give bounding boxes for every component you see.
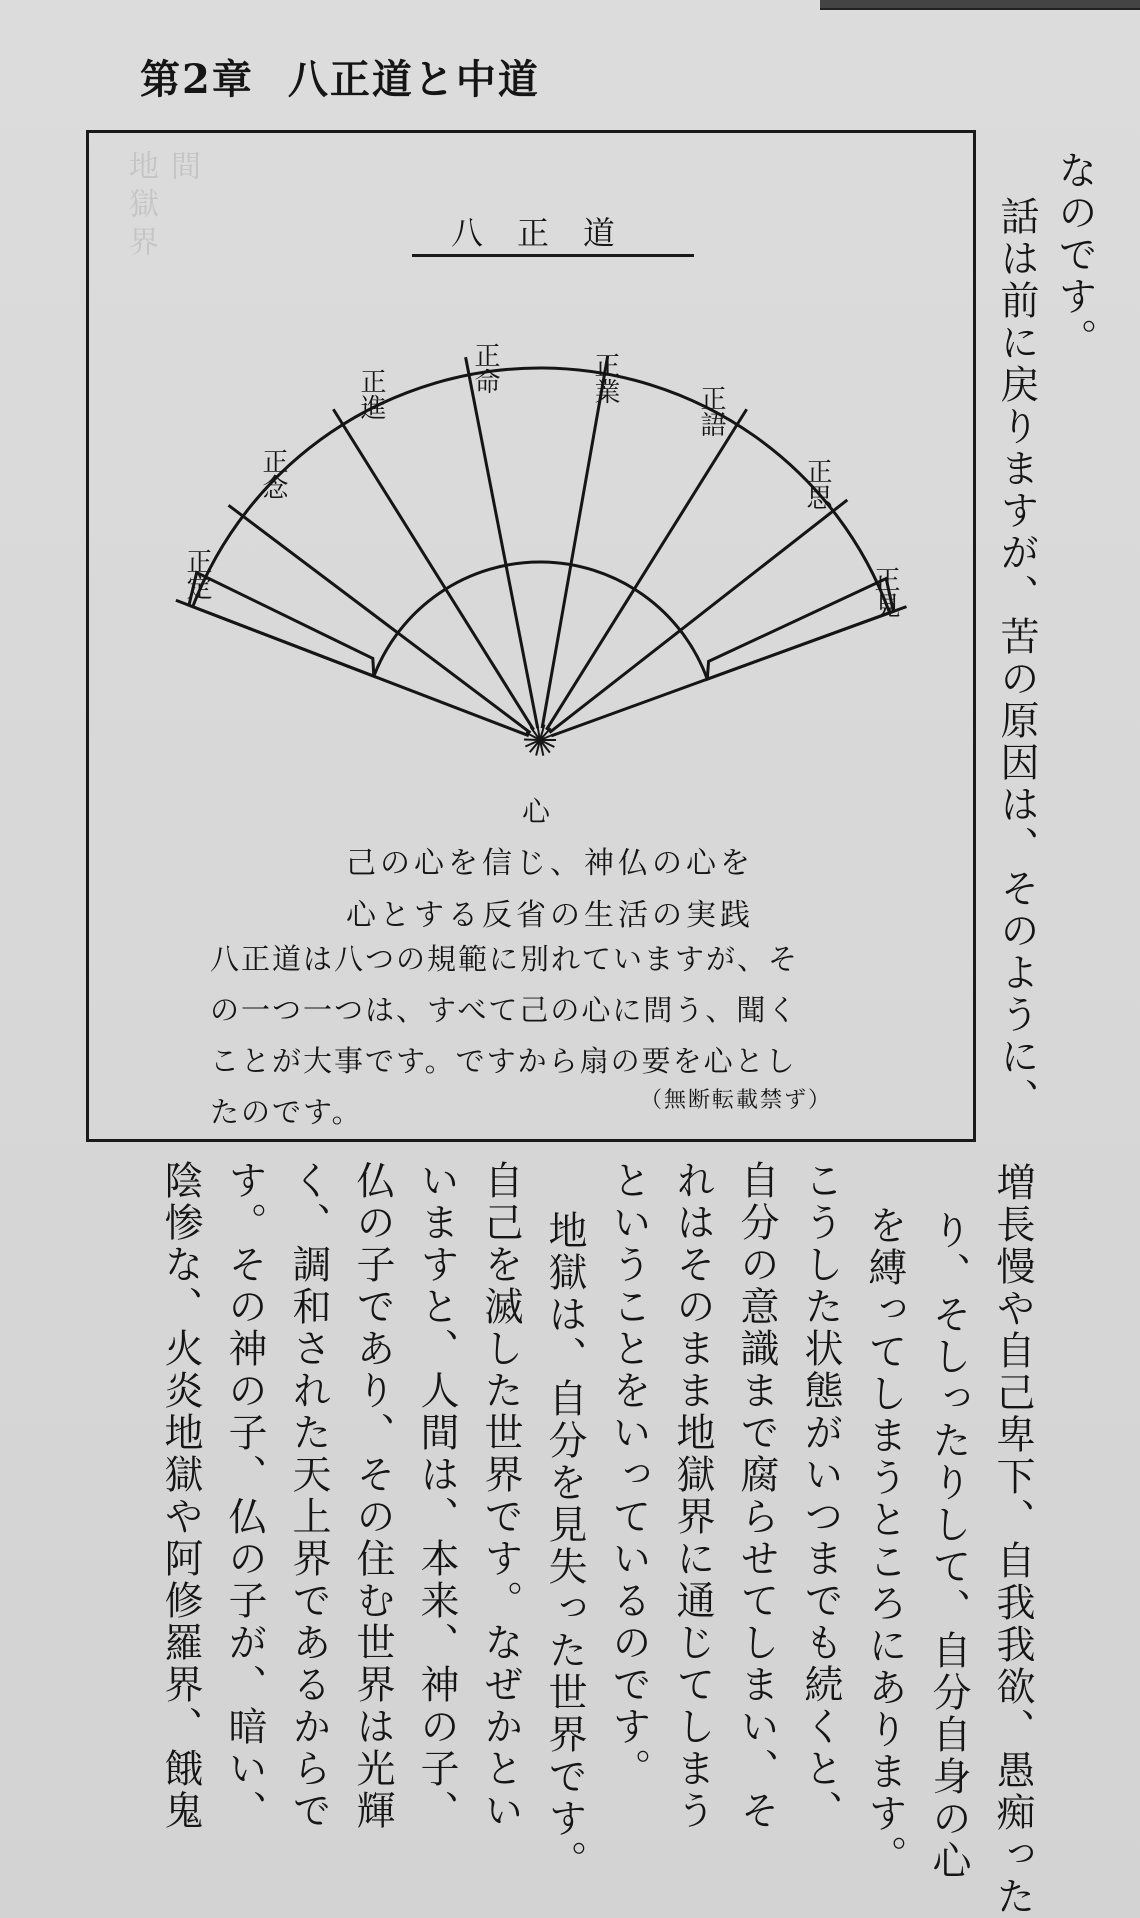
- bleed-through: 間: [165, 150, 200, 188]
- caption-line-1: 八正道は八つの規範に別れていますが、そ: [210, 942, 800, 976]
- fan-outer-arc: [193, 368, 890, 613]
- motto-line-1: 己の心を信じ、神仏の心を: [346, 846, 754, 881]
- text-column: 自己を滅した世界です。なぜかとい: [478, 1160, 523, 1832]
- text-column: こうした状態がいつまでも続くと、: [798, 1160, 843, 1832]
- fan-guard-right: [707, 579, 893, 680]
- heart-label: 心: [522, 795, 551, 828]
- text-column: 地獄は、自分を見失った世界です。: [542, 1210, 587, 1882]
- text-column: 陰惨な、火炎地獄や阿修羅界、餓鬼: [158, 1160, 203, 1832]
- path-label-3: 正進: [356, 368, 386, 420]
- text-column: なのです。: [1052, 150, 1097, 360]
- chapter-number: 第2章: [140, 56, 254, 103]
- path-label-2: 正念: [258, 448, 288, 500]
- figure-title: 八正道: [450, 214, 649, 252]
- caption-line-2: の一つ一つは、すべて己の心に問う、聞く: [210, 993, 799, 1027]
- text-column: 自分の意識まで腐らせてしまい、そ: [734, 1160, 779, 1832]
- copyright-note: （無断転載禁ず）: [640, 1088, 833, 1113]
- fan-rib-3: [333, 409, 533, 730]
- fan-rib-6: [546, 409, 746, 730]
- fan-rib-2: [229, 505, 531, 732]
- text-column: す。その神の子、仏の子が、暗い、: [222, 1160, 267, 1832]
- bleed-through: 地獄界: [123, 150, 158, 264]
- text-column: く、調和された天上界であるからで: [286, 1160, 331, 1832]
- path-label-6: 正語: [696, 385, 726, 437]
- fan-guard-left: [189, 573, 374, 677]
- text-column: いますと、人間は、本来、神の子、: [414, 1160, 459, 1832]
- fan-pivot: [524, 724, 556, 755]
- text-column: 仏の子であり、その住む世界は光輝: [350, 1160, 395, 1832]
- path-label-4: 正命: [470, 342, 500, 394]
- chapter-title: 八正道と中道: [287, 56, 540, 103]
- path-label-8: 正見: [870, 566, 900, 618]
- path-label-5: 正業: [590, 352, 620, 404]
- fan-rib-5: [542, 356, 608, 728]
- text-column: れはそのまま地獄界に通じてしまう: [670, 1160, 715, 1832]
- text-column: を縛ってしまうところにあります。: [862, 1205, 907, 1877]
- path-label-1: 正定: [182, 548, 212, 600]
- caption-line-4: たのです。: [210, 1095, 363, 1129]
- fan-inner-arc: [374, 562, 707, 679]
- caption-line-3: ことが大事です。ですから扇の要を心とし: [210, 1044, 797, 1078]
- text-column: り、そしったりして、自分自身の心: [926, 1210, 971, 1882]
- path-label-7: 正思: [802, 458, 832, 510]
- text-column: 話は前に戻りますが、苦の原因は、そのように、: [994, 196, 1039, 1120]
- text-column: 増長慢や自己卑下、自我我欲、愚痴った: [990, 1162, 1035, 1918]
- fan-rib-4: [466, 357, 538, 728]
- motto-line-2: 心とする反省の生活の実践: [346, 898, 754, 933]
- text-column: ということをいっているのです。: [606, 1160, 651, 1790]
